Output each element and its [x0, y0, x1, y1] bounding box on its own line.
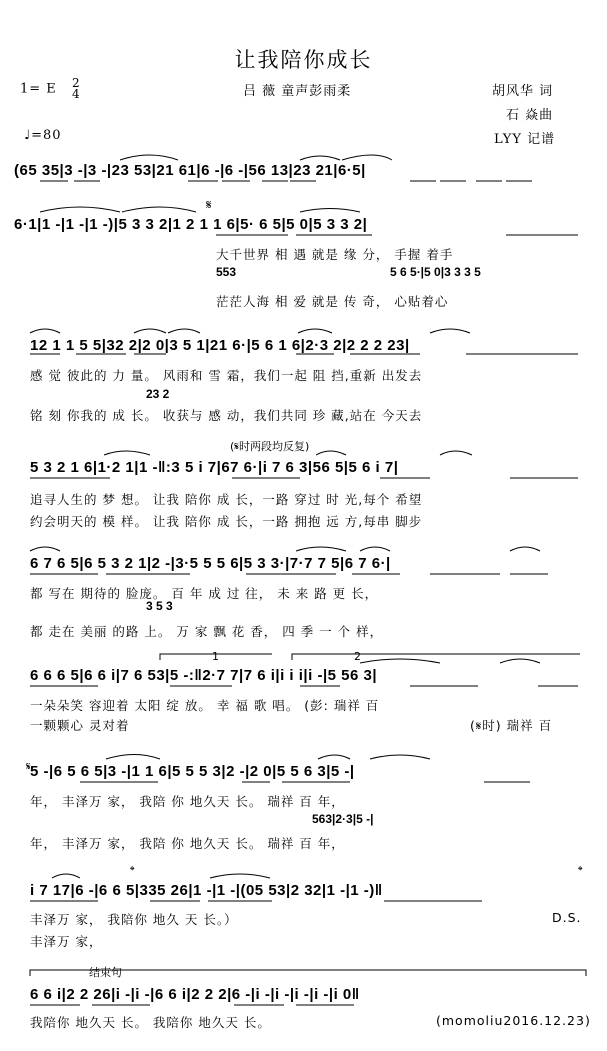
- lyric-line-9: 一朵朵笑 容迎着 太阳 绽 放。 幸 福 歌 唱。 (彭: 瑞祥 百: [30, 698, 380, 713]
- lyric-line-2: 茫茫人海 相 爱 就是 传 奇， 心贴着心: [216, 294, 449, 309]
- ending-label: 结束句: [86, 964, 125, 980]
- notation-line-6: 6 6 6 5|6 6 i|7 6 53|5 -:‖2·7 7|7 6 i|i i i|i -|5 56 3|: [30, 667, 378, 684]
- song-title: 让我陪你成长: [234, 48, 373, 72]
- volta-1-label: 1: [212, 650, 219, 663]
- second-voice-r7: 563|2·3|5 -|: [312, 812, 374, 826]
- transcriber: LYY 记谱: [494, 132, 556, 147]
- harmony-notes-r3: 23 2: [146, 387, 170, 401]
- notation-line-3: 12 1 1 5 5|32 2|2 0|3 5 1|21 6·|5 6 1 6|2·3 2|2 2 2 23|: [30, 337, 410, 354]
- lyric-line-10: 一颗颗心 灵对着: [30, 718, 130, 733]
- lyric-line-6: 约会明天的 模 样。 让我 陪你 成 长，一路 拥抱 远 方,每串 脚步: [30, 514, 423, 529]
- notation-line-7: 5 -|6 5 6 5|3 -|1 1 6|5 5 5 3|2 -|2 0|5 5 6 3|5 -|: [30, 763, 355, 780]
- lyricist: 胡风华 词: [492, 84, 554, 99]
- tempo-value: =80: [31, 128, 62, 143]
- harmony-notes-r2: 553: [216, 265, 237, 279]
- lyric-line-15: 丰泽万 家，: [30, 934, 103, 949]
- harmony-notes-r5: 3 5 3: [146, 599, 173, 613]
- dal-segno: D.S.: [552, 910, 582, 925]
- volta-2-label: 2: [354, 650, 361, 663]
- lyric-line-13: 年， 丰泽万 家， 我陪 你 地久天 长。 瑞祥 百 年，: [30, 836, 345, 851]
- segno-icon: 𝄋: [26, 760, 31, 773]
- coda-icon: 𝄌: [130, 864, 135, 879]
- notation-line-1: (65 35|3 -|3 -|23 53|21 61|6 -|6 -|56 13|23 21|6·5|: [14, 162, 366, 179]
- time-bottom: 4: [71, 87, 81, 101]
- time-top: 2: [71, 76, 81, 90]
- lyric-line-1: 大千世界 相 遇 就是 缘 分， 手握 着手: [216, 247, 454, 262]
- notation-line-5: 6 7 6 5|6 5 3 2 1|2 -|3·5 5 5 6|5 3 3·|7·7 7 5|6 7 6·|: [30, 555, 391, 572]
- lyric-line-7: 都 写在 期待的 脸庞。 百 年 成 过 往， 未 来 路 更 长，: [30, 586, 379, 601]
- lyric-line-14: 丰泽万 家， 我陪你 地久 天 长。）: [30, 912, 238, 927]
- composer: 石 焱曲: [506, 108, 554, 123]
- lyric-line-8: 都 走在 美丽 的路 上。 万 家 飘 花 香， 四 季 一 个 样，: [30, 624, 384, 639]
- lyric-line-5: 追寻人生的 梦 想。 让我 陪你 成 长，一路 穿过 时 光,每个 希望: [30, 492, 423, 507]
- second-voice-r2: 5 6 5·|5 0|3 3 3 5: [390, 265, 481, 279]
- lyric-line-16: 我陪你 地久天 长。 我陪你 地久天 长。: [30, 1015, 271, 1030]
- repeat-instruction: (𝄋时两段均反复): [230, 440, 310, 453]
- quarter-note-icon: ♩: [24, 128, 32, 143]
- notation-line-4: 5 3 2 1 6|1·2 1|1 -‖:3 5 i 7|67 6·|i 7 6 3|56 5|5 6 i 7|: [30, 459, 399, 476]
- lyric-line-12: 年， 丰泽万 家， 我陪 你 地久天 长。 瑞祥 百 年，: [30, 794, 345, 809]
- singers: 吕 薇 童声彭雨柔: [243, 84, 352, 99]
- date-signature: (momoliu2016.12.23): [436, 1013, 591, 1028]
- notation-line-9: 6 6 i|2 2 26|i -|i -|6 6 i|2 2 2|6 -|i -|i -|i -|i -|i 0‖: [30, 986, 360, 1003]
- segno-icon: 𝄋: [206, 198, 212, 213]
- notation-line-8: i 7 17|6 -|6 6 5|335 26|1 -|1 -|(05 53|2 32|1 -|1 -)‖: [30, 882, 383, 899]
- coda-icon: 𝄌: [578, 864, 583, 879]
- lyric-line-11: (𝄋时) 瑞祥 百: [470, 718, 553, 733]
- lyric-line-3: 感 觉 彼此的 力 量。 风雨和 雪 霜，我们一起 阻 挡,重新 出发去: [30, 368, 423, 383]
- key-label: 1= E: [20, 81, 57, 97]
- notation-line-2: 6·1|1 -|1 -|1 -)|5 3 3 2|1 2 1 1 6|5· 6 5|5 0|5 3 3 2|: [14, 216, 368, 233]
- lyric-line-4: 铭 刻 你我的 成 长。 收获与 感 动，我们共同 珍 藏,站在 今天去: [30, 408, 423, 423]
